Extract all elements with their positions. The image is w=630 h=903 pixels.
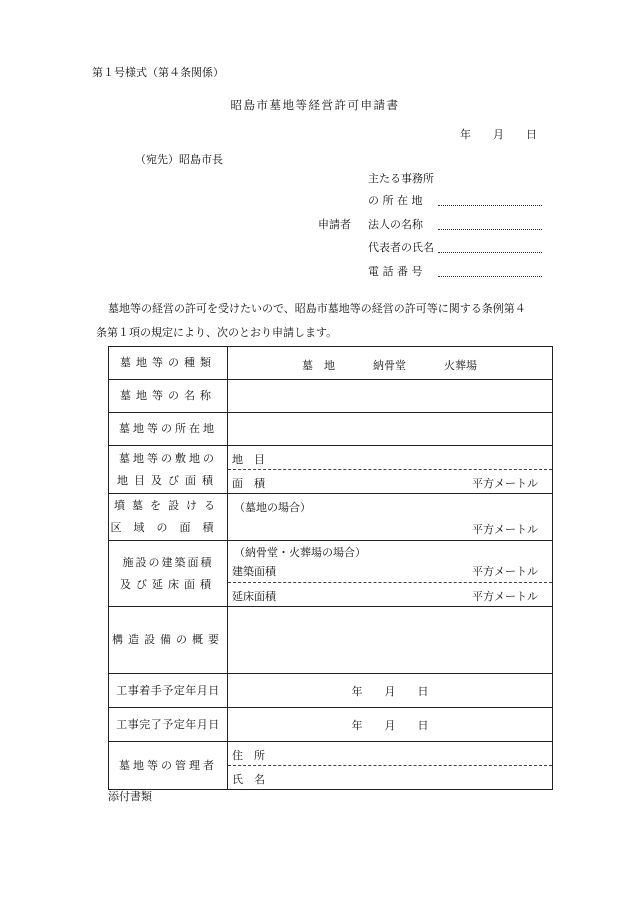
date-line: 年 月 日 bbox=[460, 128, 537, 141]
building-area-field[interactable] bbox=[228, 541, 552, 582]
row-structure bbox=[109, 607, 553, 674]
applicant-label: 申請者 bbox=[318, 218, 351, 231]
form-id: 第１号様式（第４条関係） bbox=[92, 66, 224, 79]
page-title: 昭島市墓地等経営許可申請書 bbox=[230, 98, 400, 112]
office-label-1: 主たる事務所 bbox=[368, 172, 434, 185]
location-label-cell: 墓地等の所在地 bbox=[109, 413, 228, 446]
type-option-nokotsudo[interactable]: 納骨堂 bbox=[373, 358, 406, 372]
row-start-date bbox=[109, 674, 553, 708]
row-location bbox=[109, 413, 553, 446]
type-option-kasoba[interactable]: 火葬場 bbox=[444, 358, 477, 372]
grave-label-cell: 墳墓を設ける 区域の面積 bbox=[109, 494, 228, 541]
building-cell bbox=[228, 541, 553, 607]
row-type bbox=[109, 347, 553, 380]
structure-label-cell: 構造設備の概要 bbox=[109, 607, 228, 674]
row-building bbox=[109, 541, 553, 607]
site-chimoku-field[interactable]: 地 目 bbox=[232, 453, 265, 466]
grave-note: （墓地の場合） bbox=[234, 501, 311, 514]
building-area-label: 建築面積 bbox=[232, 565, 276, 578]
name-field[interactable] bbox=[228, 380, 553, 413]
floor-area-field[interactable]: 延床面積 平方メートル bbox=[228, 582, 552, 606]
row-grave-area bbox=[109, 494, 553, 541]
row-name bbox=[109, 380, 553, 413]
site-area-field[interactable]: 面 積 平方メートル bbox=[228, 469, 552, 493]
body-line-2: 条第１項の規定により、次のとおり申請します。 bbox=[96, 326, 338, 339]
office-label-2: の 所 在 地 bbox=[368, 194, 423, 207]
row-manager bbox=[109, 742, 553, 790]
site-cell bbox=[228, 446, 553, 494]
start-label-cell: 工事着手予定年月日 bbox=[109, 674, 228, 708]
phone-field[interactable] bbox=[438, 276, 542, 277]
manager-name-field[interactable]: 氏 名 bbox=[228, 765, 552, 789]
manager-address-field[interactable]: 住 所 bbox=[232, 749, 265, 762]
office-field[interactable] bbox=[438, 205, 542, 206]
name-label-cell: 墓地等の名称 bbox=[109, 380, 228, 413]
end-label-cell: 工事完了予定年月日 bbox=[109, 708, 228, 742]
corp-name-label: 法人の名称 bbox=[368, 218, 423, 231]
type-label-cell: 墓地等の種類 bbox=[109, 347, 228, 380]
row-end-date bbox=[109, 708, 553, 742]
site-label-cell: 墓地等の敷地の 地目及び面積 bbox=[109, 446, 228, 494]
building-label-cell: 施設の建築面積 及び延床面積 bbox=[109, 541, 228, 607]
row-site bbox=[109, 446, 553, 494]
end-date-field[interactable]: 年 月 日 bbox=[228, 708, 553, 742]
body-line-1: 墓地等の経営の許可を受けたいので、昭島市墓地等の経営の許可等に関する条例第４ bbox=[108, 302, 526, 315]
manager-cell bbox=[228, 742, 553, 790]
addressee: （宛先）昭島市長 bbox=[135, 153, 223, 166]
location-field[interactable] bbox=[228, 413, 553, 446]
corp-name-field[interactable] bbox=[438, 229, 542, 230]
grave-area-field[interactable] bbox=[228, 494, 553, 541]
manager-label-cell: 墓地等の管理者 bbox=[109, 742, 228, 790]
attachments-label: 添付書類 bbox=[108, 790, 152, 803]
rep-name-field[interactable] bbox=[438, 252, 542, 253]
rep-name-label: 代表者の氏名 bbox=[368, 241, 434, 254]
start-date-field[interactable]: 年 月 日 bbox=[228, 674, 553, 708]
application-table bbox=[108, 346, 553, 790]
building-note: （納骨堂・火葬場の場合） bbox=[234, 546, 366, 559]
type-option-bochi[interactable]: 墓 地 bbox=[302, 358, 335, 372]
phone-label: 電 話 番 号 bbox=[368, 265, 423, 278]
grave-unit: 平方メートル bbox=[472, 523, 538, 536]
building-area-unit: 平方メートル bbox=[472, 565, 538, 578]
body-text bbox=[96, 297, 586, 345]
type-options-cell[interactable] bbox=[228, 347, 553, 380]
structure-field[interactable] bbox=[228, 607, 553, 674]
